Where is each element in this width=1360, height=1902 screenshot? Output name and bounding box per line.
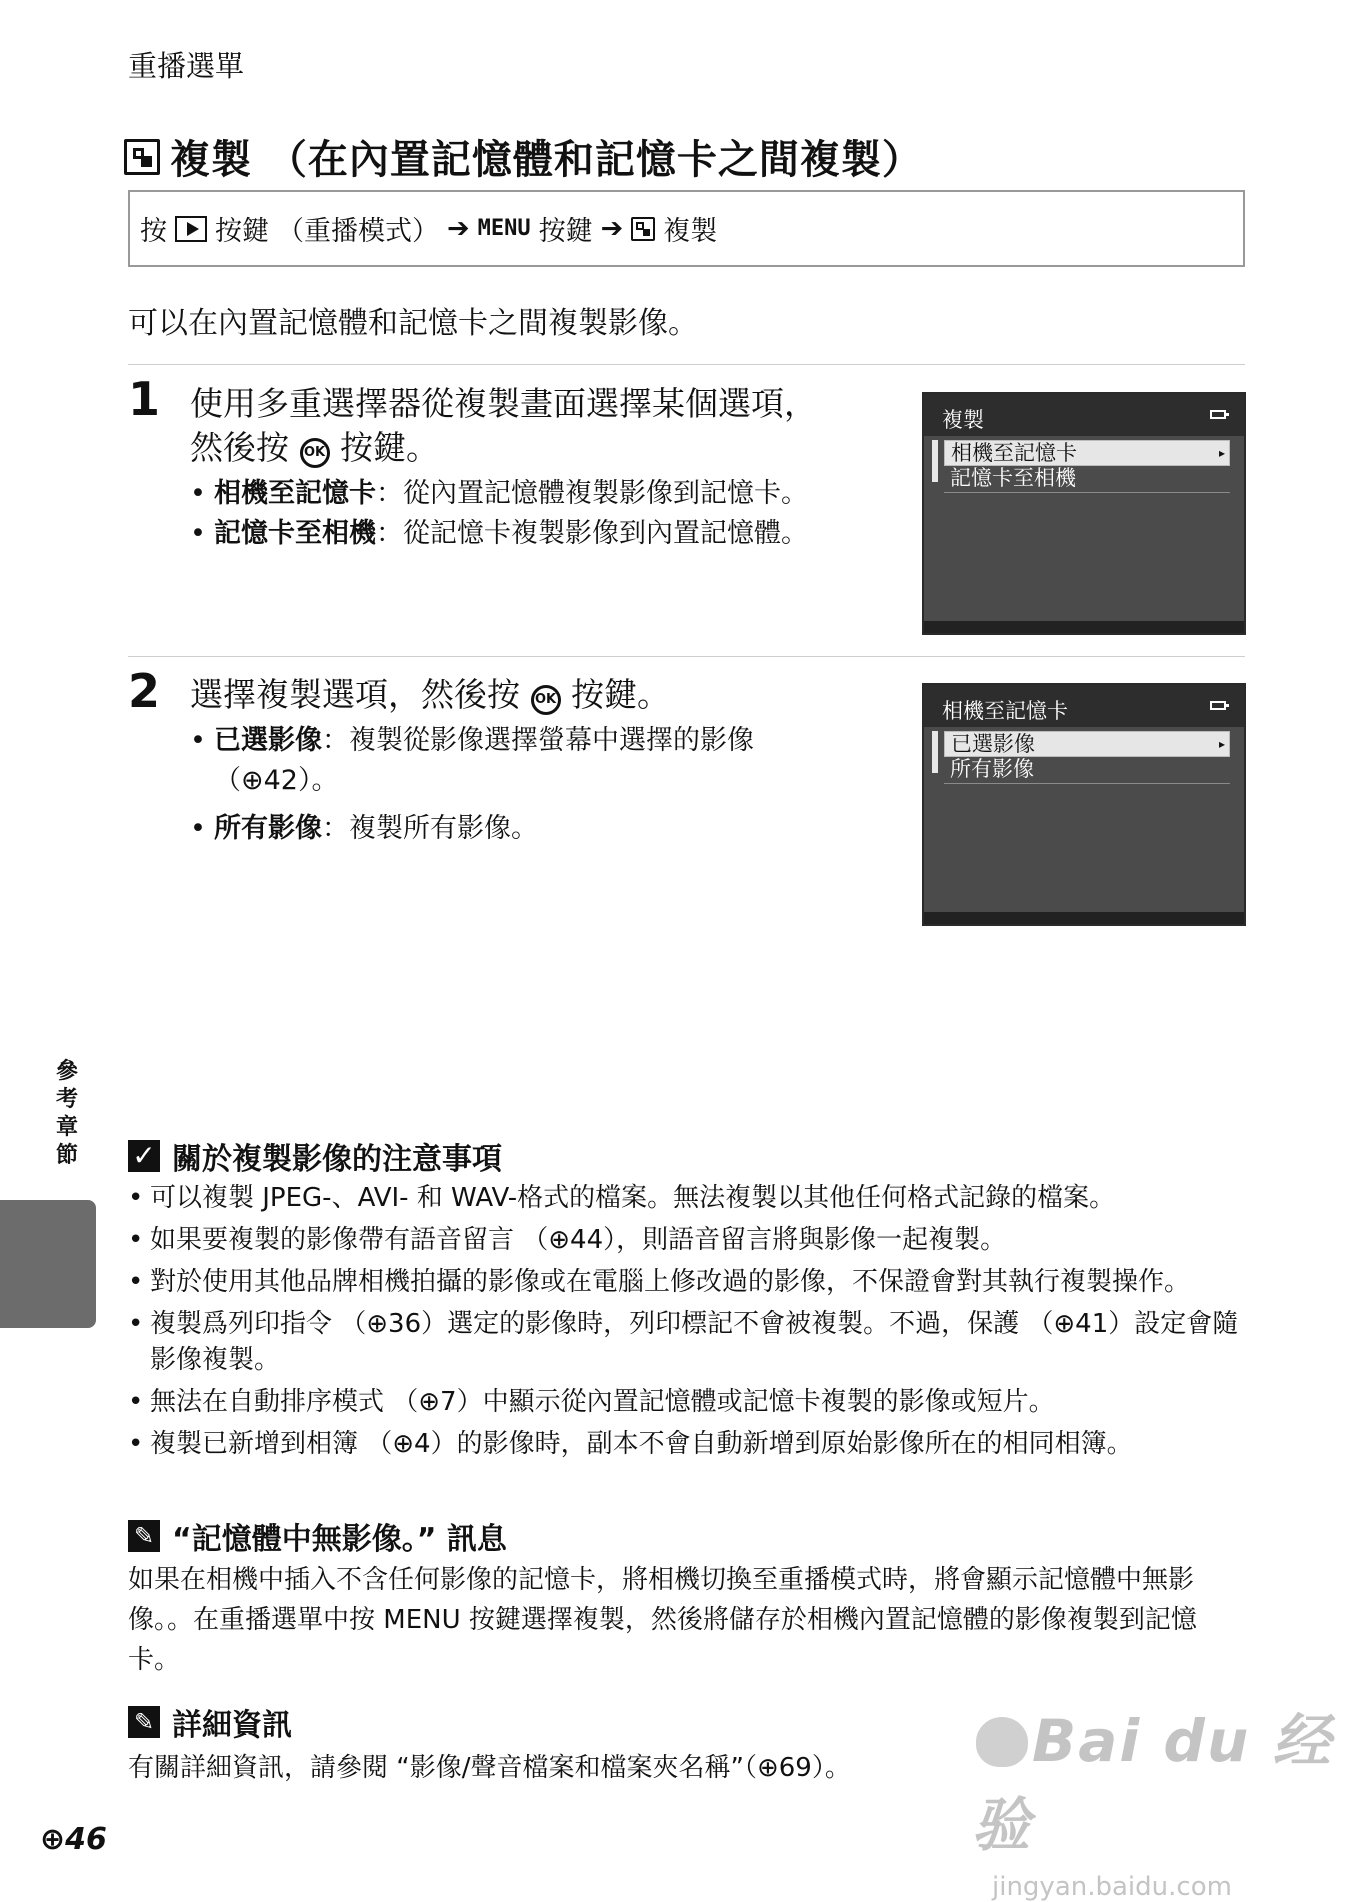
step-2-line1b: 按鍵。 <box>571 675 670 714</box>
camera-screen-2 <box>922 683 1246 926</box>
menu-option[interactable]: 所有影像 <box>950 757 1034 781</box>
scroll-indicator <box>932 731 938 773</box>
bullet-label: 所有影像 <box>214 813 322 844</box>
step-number: 2 <box>128 664 161 718</box>
bullet-label: 記憶卡至相機 <box>214 518 376 549</box>
copy-icon <box>631 217 655 241</box>
list-item: • 可以複製 JPEG-、AVI- 和 WAV-格式的檔案。無法複製以其他任何格式記錄的檔案。 <box>128 1180 1245 1216</box>
step-2-line1a: 選擇複製選項，然後按 <box>190 675 520 714</box>
option-divider <box>944 492 1230 493</box>
step-1-line1: 使用多重選擇器從複製畫面選擇某個選項， <box>190 384 817 423</box>
battery-icon <box>1210 410 1226 419</box>
list-item: • 所有影像：複製所有影像。 <box>190 813 538 844</box>
intro-text: 可以在內置記憶體和記憶卡之間複製影像。 <box>128 306 698 341</box>
note-heading: “記憶體中無影像。” 訊息 <box>172 1522 507 1557</box>
menu-option-selected[interactable]: 已選影像 ▸ <box>944 731 1230 757</box>
watermark-big: Bai du 经验 <box>972 1707 1333 1859</box>
option-divider <box>944 783 1230 784</box>
note-heading-row <box>128 1514 507 1558</box>
note-paragraph: 如果在相機中插入不含任何影像的記憶卡，將相機切換至重播模式時，將會顯示記憶體中無影像。。在重播選單中按 MENU 按鍵選擇複製，然後將儲存於相機內置記憶體的影像複製到記憶卡。 <box>128 1565 1197 1675</box>
chapter-tab <box>0 1200 96 1328</box>
divider <box>128 656 1245 657</box>
screen-header: 複製 <box>942 408 984 432</box>
watermark-url: jingyan.baidu.com <box>992 1872 1232 1902</box>
bullet-ref: （⊕42）。 <box>214 765 339 796</box>
screen-footer <box>924 912 1244 924</box>
battery-icon <box>1210 701 1226 710</box>
section-title: 重播選單 <box>128 49 245 83</box>
menu-option[interactable]: 記憶卡至相機 <box>950 466 1076 490</box>
step-number: 1 <box>128 372 161 426</box>
bullet-text: ：從內置記憶體複製影像到記憶卡。 <box>376 478 808 509</box>
step-1 <box>190 382 890 554</box>
ok-button-icon: OK <box>300 438 330 468</box>
pencil-icon: ✎ <box>128 1520 160 1552</box>
bullet-text: ：複製所有影像。 <box>322 813 538 844</box>
list-item: • 對於使用其他品牌相機拍攝的影像或在電腦上修改過的影像，不保證會對其執行複製操作。 <box>128 1264 1245 1300</box>
watermark <box>972 1694 1360 1902</box>
screen-footer <box>924 621 1244 633</box>
list-item: • 已選影像：複製從影像選擇螢幕中選擇的影像 <box>190 725 754 756</box>
bullet-text: ：複製從影像選擇螢幕中選擇的影像 <box>322 725 754 756</box>
note-heading-row <box>128 1134 502 1178</box>
list-item: • 相機至記憶卡：從內置記憶體複製影像到記憶卡。 <box>190 478 808 509</box>
screen-header: 相機至記憶卡 <box>942 699 1068 723</box>
scroll-indicator <box>932 440 938 482</box>
list-item: • 如果要複製的影像帶有語音留言 （⊕44），則語音留言將與影像一起複製。 <box>128 1222 1245 1258</box>
path-key: 按鍵 <box>215 216 269 247</box>
notes-list <box>128 1180 1245 1468</box>
note-paragraph: 有關詳細資訊，請參閱 “影像/聲音檔案和檔案夾名稱”（⊕69）。 <box>128 1753 851 1783</box>
copy-icon <box>124 139 160 175</box>
page-title: 複製 （在內置記憶體和記憶卡之間複製） <box>170 137 923 183</box>
bullet-label: 已選影像 <box>214 725 322 756</box>
menu-option-selected[interactable]: 相機至記憶卡 ▸ <box>944 440 1230 466</box>
path-press: 按 <box>140 216 167 247</box>
arrow-icon: ➔ <box>600 213 624 244</box>
ok-button-icon: OK <box>531 685 561 715</box>
note-heading-row <box>128 1700 292 1744</box>
list-item: • 複製已新增到相簿 （⊕4）的影像時，副本不會自動新增到原始影像所在的相同相簿。 <box>128 1426 1245 1462</box>
list-item: • 無法在自動排序模式 （⊕7）中顯示從內置記憶體或記憶卡複製的影像或短片。 <box>128 1384 1245 1420</box>
path-key2: 按鍵 <box>538 216 593 247</box>
list-item: • 記憶卡至相機：從記憶卡複製影像到內置記憶體。 <box>190 518 808 549</box>
pencil-icon: ✎ <box>128 1706 160 1738</box>
paw-icon <box>976 1717 1028 1767</box>
note-heading: 關於複製影像的注意事項 <box>172 1142 502 1177</box>
chapter-label: 參考章節 <box>55 1059 78 1168</box>
divider <box>128 364 1245 365</box>
path-copy: 複製 <box>663 216 718 247</box>
camera-screen-1 <box>922 392 1246 635</box>
play-button-icon <box>175 216 207 242</box>
step-2 <box>190 673 910 849</box>
check-icon: ✓ <box>128 1140 160 1172</box>
menu-word: MENU <box>477 216 531 241</box>
step-1-line2b: 按鍵。 <box>340 428 439 467</box>
title-row <box>124 128 923 185</box>
note-heading: 詳細資訊 <box>172 1708 292 1743</box>
path-mode: （重播模式） <box>277 216 439 247</box>
bullet-text: ：從記憶卡複製影像到內置記憶體。 <box>376 518 808 549</box>
page-number: ⊕46 <box>40 1822 107 1857</box>
bullet-label: 相機至記憶卡 <box>214 478 376 509</box>
arrow-icon: ➔ <box>447 213 470 244</box>
list-item: • 複製爲列印指令 （⊕36）選定的影像時，列印標記不會被複製。不過，保護 （⊕41）設定會隨影像複製。 <box>128 1306 1245 1378</box>
step-1-line2a: 然後按 <box>190 428 289 467</box>
menu-path-box <box>128 190 1245 267</box>
